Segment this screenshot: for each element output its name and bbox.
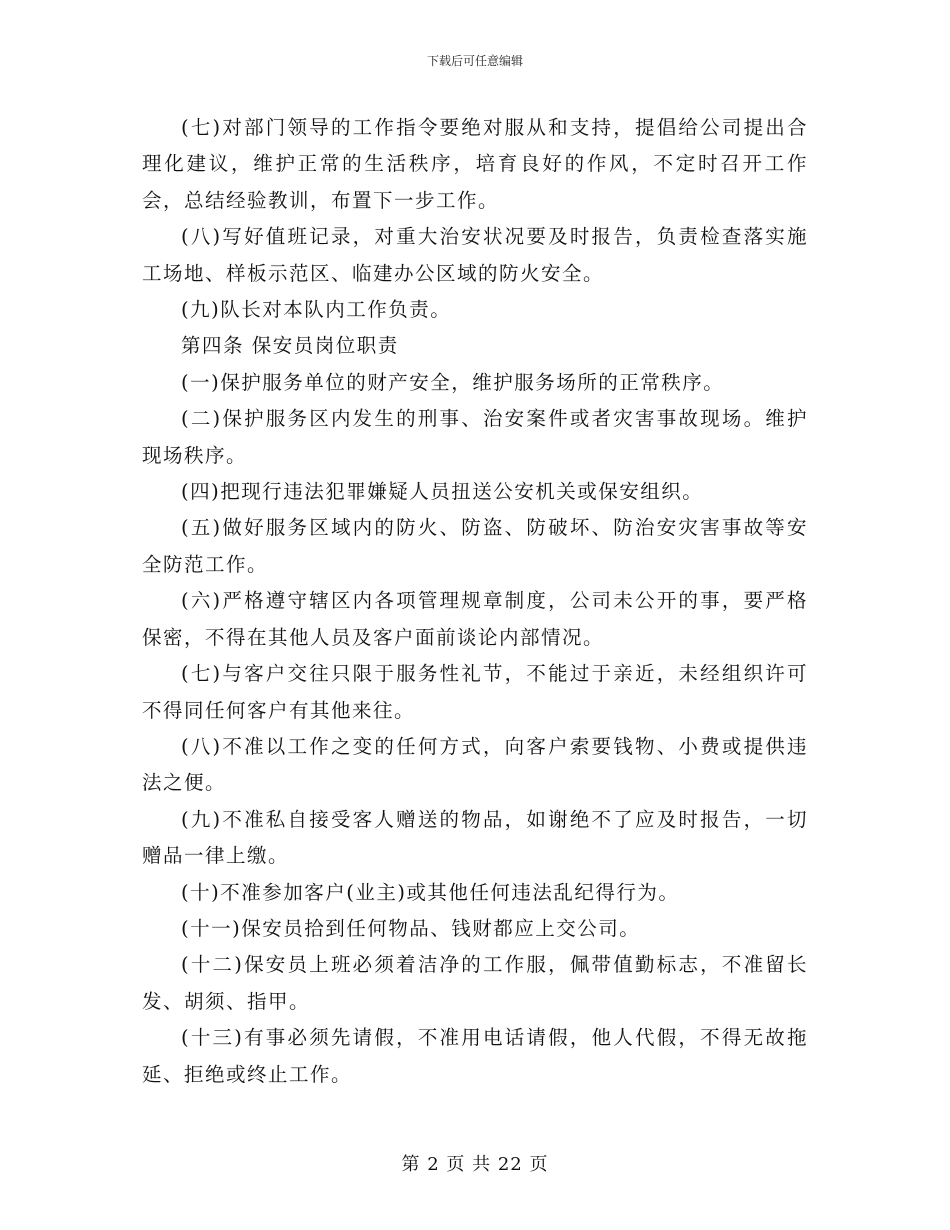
paragraph: (六)严格遵守辖区内各项管理规章制度，公司未公开的事，要严格保密，不得在其他人员及客户面前谈论内部情况。 — [142, 589, 808, 649]
paragraph: (十三)有事必须先请假，不准用电话请假，他人代假，不得无故拖延、拒绝或终止工作。 — [142, 1026, 808, 1086]
paragraph: (四)把现行违法犯罪嫌疑人员扭送公安机关或保安组织。 — [181, 480, 704, 504]
section-heading: 第四条 保安员岗位职责 — [181, 334, 399, 358]
paragraph: (九)队长对本队内工作负责。 — [181, 298, 452, 322]
page-header — [0, 54, 950, 68]
document-body — [142, 110, 808, 1093]
page-footer — [0, 1154, 950, 1176]
page-number: 第 2 页 共 22 页 — [401, 1154, 549, 1175]
paragraph: (五)做好服务区域内的防火、防盗、防破坏、防治安灾害事故等安全防范工作。 — [142, 516, 808, 576]
paragraph: (二)保护服务区内发生的刑事、治安案件或者灾害事故现场。维护现场秩序。 — [142, 407, 808, 467]
paragraph: (十二)保安员上班必须着洁净的工作服，佩带值勤标志，不准留长发、胡须、指甲。 — [142, 953, 808, 1013]
paragraph: (七)与客户交往只限于服务性礼节，不能过于亲近，未经组织许可不得同任何客户有其他来往。 — [142, 662, 808, 722]
paragraph: (八)不准以工作之变的任何方式，向客户索要钱物、小费或提供违法之便。 — [142, 734, 808, 795]
paragraph: (九)不准私自接受客人赠送的物品，如谢绝不了应及时报告，一切赠品一律上缴。 — [142, 807, 808, 868]
paragraph: (一)保护服务单位的财产安全，维护服务场所的正常秩序。 — [181, 370, 725, 394]
header-text: 下载后可任意编辑 — [426, 54, 523, 68]
paragraph: (十)不准参加客户(业主)或其他任何违法乱纪得行为。 — [181, 880, 680, 904]
paragraph: (八)写好值班记录，对重大治安状况要及时报告，负责检查落实施工场地、样板示范区、临建办公区域的防火安全。 — [142, 225, 808, 285]
paragraph: (十一)保安员拾到任何物品、钱财都应上交公司。 — [181, 916, 641, 940]
paragraph: (七)对部门领导的工作指令要绝对服从和支持，提倡给公司提出合理化建议，维护正常的生活秩序，培育良好的作风，不定时召开工作会，总结经验教训，布置下一步工作。 — [142, 116, 808, 212]
